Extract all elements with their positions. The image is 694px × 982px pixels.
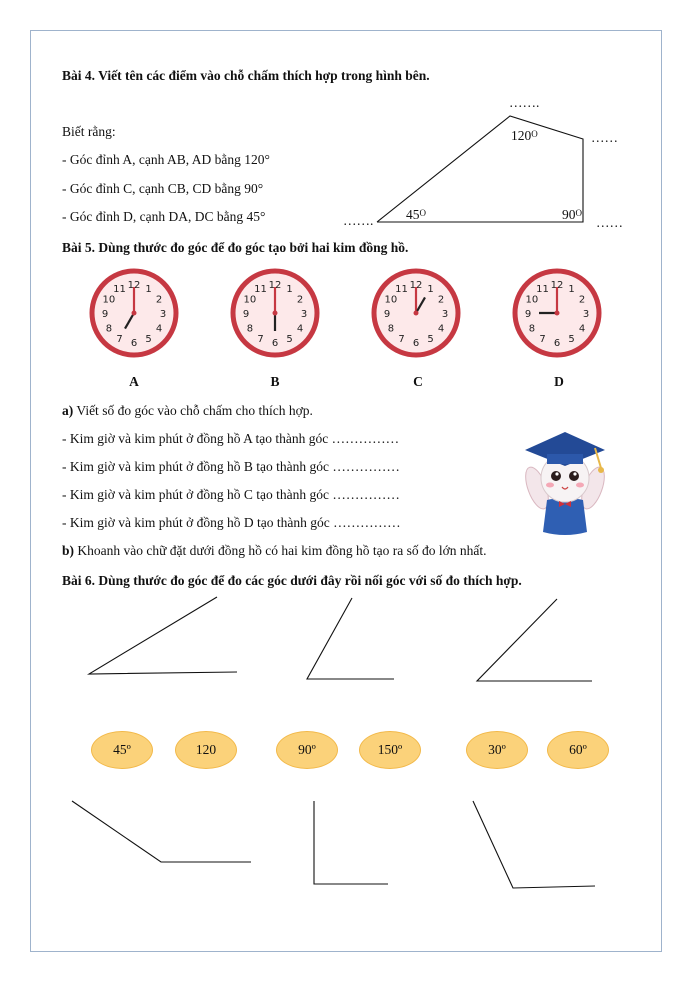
clock-c bbox=[374, 271, 458, 355]
dots-top: ……. bbox=[509, 95, 540, 110]
clock-center bbox=[132, 311, 137, 316]
clock-number: 6 bbox=[271, 338, 279, 349]
clock-number: 10 bbox=[384, 294, 398, 306]
clock-center bbox=[555, 311, 560, 316]
bai5-line-b: - Kim giờ và kim phút ở đồng hồ B tạo thành góc …………… bbox=[62, 459, 400, 474]
clock-number: 8 bbox=[387, 323, 395, 335]
clock-number: 4 bbox=[578, 323, 586, 335]
clock-label-d: D bbox=[554, 374, 564, 389]
bai4-title: Bài 4. Viết tên các điểm vào chỗ chấm thích hợp trong hình bên. bbox=[62, 68, 430, 83]
clock-number: 4 bbox=[155, 323, 163, 335]
measure-oval-30[interactable]: 30º bbox=[466, 731, 528, 769]
clock-number: 5 bbox=[145, 334, 152, 346]
clock-center bbox=[273, 311, 278, 316]
measure-oval-150[interactable]: 150º bbox=[359, 731, 421, 769]
clock-number: 12 bbox=[550, 280, 564, 291]
clock-number: 5 bbox=[568, 334, 575, 346]
bai5-line-d: - Kim giờ và kim phút ở đồng hồ D tạo thành góc …………… bbox=[62, 515, 401, 530]
clock-number: 4 bbox=[296, 323, 304, 335]
angle-label-90: $90^O$ bbox=[562, 207, 582, 222]
dots-right-top: …… bbox=[591, 130, 618, 145]
clock-number: 8 bbox=[246, 323, 254, 335]
clock-number: 2 bbox=[155, 294, 163, 306]
clock-number: 12 bbox=[409, 280, 423, 291]
clock-number: 10 bbox=[102, 294, 116, 306]
angle-label-45: $45^O$ bbox=[406, 207, 426, 222]
bai4-line-d: - Góc đỉnh D, cạnh DA, DC bằng 45° bbox=[62, 209, 266, 224]
clock-number: 11 bbox=[536, 283, 549, 295]
measure-oval-120[interactable]: 120 bbox=[175, 731, 237, 769]
clock-number: 1 bbox=[145, 283, 152, 295]
clock-label-b: B bbox=[270, 374, 280, 389]
clock-a bbox=[92, 271, 176, 355]
bai5-title: Bài 5. Dùng thước đo góc để đo góc tạo bởi hai kim đồng hồ. bbox=[62, 240, 409, 255]
clock-number: 12 bbox=[127, 280, 141, 291]
clock-number: 1 bbox=[427, 283, 434, 295]
clock-number: 10 bbox=[243, 294, 257, 306]
clock-b bbox=[233, 271, 317, 355]
clock-label-c: C bbox=[413, 374, 423, 389]
clock-label-a: A bbox=[129, 374, 139, 389]
clock-number: 11 bbox=[395, 283, 408, 295]
dots-left-bottom: ……. bbox=[343, 213, 374, 228]
clock-number: 9 bbox=[383, 309, 391, 320]
clock-number: 6 bbox=[130, 338, 138, 349]
clock-number: 4 bbox=[437, 323, 445, 335]
measure-oval-90[interactable]: 90º bbox=[276, 731, 338, 769]
clock-number: 7 bbox=[257, 334, 264, 346]
measure-oval-45[interactable]: 45º bbox=[91, 731, 153, 769]
clock-number: 6 bbox=[553, 338, 561, 349]
clock-number: 2 bbox=[578, 294, 586, 306]
measure-oval-60[interactable]: 60º bbox=[547, 731, 609, 769]
clock-number: 2 bbox=[437, 294, 445, 306]
clock-number: 9 bbox=[242, 309, 250, 320]
clock-number: 9 bbox=[101, 309, 109, 320]
clock-number: 8 bbox=[528, 323, 536, 335]
clock-number: 7 bbox=[116, 334, 123, 346]
bai5-line-a: - Kim giờ và kim phút ở đồng hồ A tạo thành góc …………… bbox=[62, 431, 400, 446]
clock-number: 6 bbox=[412, 338, 420, 349]
bai5-line-c: - Kim giờ và kim phút ở đồng hồ C tạo thành góc …………… bbox=[62, 487, 400, 502]
clock-number: 2 bbox=[296, 294, 304, 306]
bai4-intro: Biết rằng: bbox=[62, 124, 116, 139]
clock-number: 5 bbox=[427, 334, 434, 346]
bai5-part-b: b) Khoanh vào chữ đặt dưới đồng hồ có hai kim đồng hồ tạo ra số đo lớn nhất. bbox=[62, 543, 487, 558]
clock-number: 8 bbox=[105, 323, 113, 335]
angle-label-120: $120^O$ bbox=[511, 128, 538, 143]
clock-number: 3 bbox=[159, 309, 167, 320]
clock-number: 11 bbox=[254, 283, 267, 295]
clock-center bbox=[414, 311, 419, 316]
clock-number: 12 bbox=[268, 280, 282, 291]
clock-number: 11 bbox=[113, 283, 126, 295]
bai6-title: Bài 6. Dùng thước đo góc để đo các góc dưới đây rồi nối góc với số đo thích hợp. bbox=[62, 573, 522, 588]
clock-number: 9 bbox=[524, 309, 532, 320]
clock-number: 7 bbox=[539, 334, 546, 346]
clock-number: 3 bbox=[441, 309, 449, 320]
clock-number: 5 bbox=[286, 334, 293, 346]
bai5-part-a: a) Viết số đo góc vào chỗ chấm cho thích hợp. bbox=[62, 403, 313, 418]
clock-number: 3 bbox=[582, 309, 590, 320]
clock-number: 7 bbox=[398, 334, 405, 346]
dots-right-bottom: …… bbox=[596, 215, 623, 230]
clock-number: 10 bbox=[525, 294, 539, 306]
clock-number: 3 bbox=[300, 309, 308, 320]
bai4-line-c: - Góc đỉnh C, cạnh CB, CD bằng 90° bbox=[62, 181, 264, 196]
clock-d bbox=[515, 271, 599, 355]
clock-number: 1 bbox=[286, 283, 293, 295]
clock-number: 1 bbox=[568, 283, 575, 295]
bai4-line-a: - Góc đỉnh A, cạnh AB, AD bằng 120° bbox=[62, 152, 270, 167]
